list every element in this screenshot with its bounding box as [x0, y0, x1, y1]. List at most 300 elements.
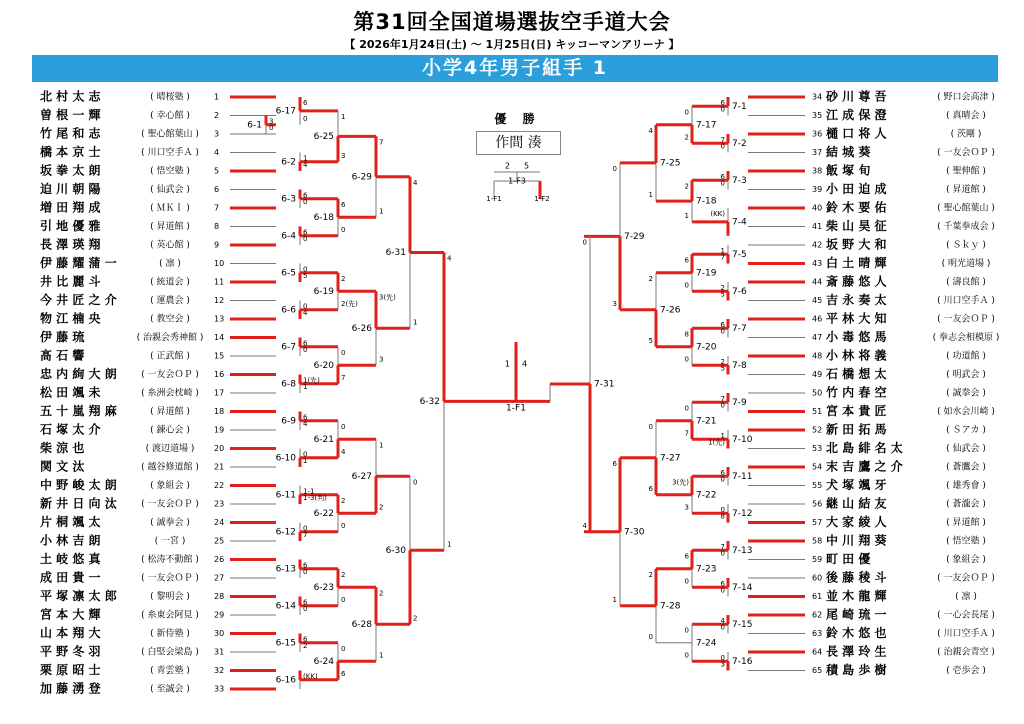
match-label: 6-14 — [275, 601, 296, 612]
match-label: 7-7 — [732, 323, 747, 334]
match-score-bottom: 5 — [720, 364, 725, 373]
match-score-bottom: 3 — [720, 660, 725, 669]
player-name: 結 城 葵 — [826, 145, 871, 159]
match-label: 6-1 — [247, 120, 262, 131]
match-score-bottom: 0 — [303, 346, 308, 354]
match-score-top: 0 — [413, 478, 418, 487]
player-name: 伊 藤 耀 蒲 一 — [40, 256, 117, 270]
player-name: 今 井 匠 之 介 — [40, 293, 117, 307]
match-label: 7-26 — [660, 305, 681, 316]
match-label: 7-23 — [696, 564, 717, 575]
player-seed: 55 — [812, 481, 823, 490]
player-seed: 46 — [812, 314, 823, 324]
match-score-top: 6 — [303, 561, 308, 570]
match-score-top: 0 — [612, 164, 617, 173]
player-seed: 48 — [812, 351, 823, 361]
match-score-bottom: 0 — [684, 651, 689, 660]
match-label: 6-28 — [351, 619, 372, 630]
match-score-bottom: 0 — [684, 577, 689, 586]
match-label: 6-18 — [313, 212, 334, 223]
match-score-bottom: 0 — [720, 586, 725, 595]
player-club: ( 蒼鷹会 ) — [946, 462, 986, 473]
match-score-bottom: 0 — [684, 355, 689, 364]
player-seed: 61 — [812, 592, 823, 601]
match-score-top: 2 — [684, 182, 689, 191]
match-score-top: 0 — [303, 302, 308, 311]
player-seed: 23 — [214, 499, 225, 509]
player-name: 山 本 翔 大 — [40, 626, 101, 640]
match-label: 6-27 — [351, 471, 372, 482]
player-club: ( 昇道館 ) — [946, 518, 986, 528]
player-name: 片 桐 颯 太 — [40, 515, 101, 529]
player-club: ( 壱歩会 ) — [946, 666, 986, 676]
match-label: 7-24 — [696, 638, 717, 649]
player-seed: 5 — [214, 166, 220, 176]
player-name: 成 田 貴 一 — [40, 570, 101, 585]
player-name: 小 毒 悠 馬 — [826, 330, 887, 344]
match-score-bottom: 5 — [303, 272, 308, 280]
division-banner: 小学4年男子組手 1 — [32, 55, 998, 82]
player-seed: 28 — [214, 592, 225, 601]
match-label: 6-15 — [275, 638, 296, 649]
match-score-bottom: 1 — [648, 191, 653, 200]
player-seed: 52 — [812, 425, 823, 435]
final-label: 1-F1 — [506, 403, 526, 414]
match-score-top: 8 — [684, 330, 689, 339]
match-score-bottom: 4 — [341, 447, 346, 456]
match-score-top: 4 — [413, 178, 418, 187]
match-score-top: 3(先) — [379, 293, 396, 302]
player-name: 迫 川 朝 陽 — [40, 182, 101, 196]
player-club: ( 統道会 ) — [150, 277, 190, 288]
player-club: ( 運農会 ) — [150, 296, 190, 306]
player-club: ( 仙武会 ) — [946, 444, 986, 454]
player-seed: 2 — [214, 111, 220, 120]
player-name: 長 澤 玲 生 — [826, 644, 887, 659]
match-score-top: (KK) — [710, 210, 725, 218]
player-club: ( 悟空塾 ) — [150, 166, 190, 177]
match-label: 6-21 — [313, 434, 334, 445]
player-name: 吉 永 奏 太 — [826, 293, 887, 307]
match-score-bottom: 1 — [303, 457, 308, 465]
player-name: 継 山 結 友 — [826, 496, 887, 511]
match-score-top: 0 — [341, 348, 346, 357]
player-seed: 17 — [214, 388, 225, 398]
match-label: 7-3 — [732, 175, 747, 186]
match-label: 7-11 — [732, 471, 753, 482]
player-seed: 35 — [812, 111, 823, 120]
match-score-top: 7 — [379, 138, 384, 147]
match-label: 6-16 — [275, 675, 296, 686]
player-club: ( 英心館 ) — [150, 240, 190, 251]
match-score-top: 6 — [720, 469, 725, 477]
player-club: ( 茨剛 ) — [950, 129, 982, 140]
player-name: 鈴 木 悠 也 — [826, 626, 887, 640]
match-score-bottom: 0 — [684, 281, 689, 290]
match-score-top: 0 — [648, 422, 653, 431]
player-seed: 21 — [214, 462, 225, 472]
match-score-top: 4 — [648, 126, 653, 135]
player-name: 宮 本 大 輝 — [40, 607, 101, 622]
match-label: 6-3 — [281, 194, 296, 205]
match-score-bottom: 1 — [684, 211, 689, 220]
match-score-bottom: 2(先) — [341, 299, 358, 308]
player-club: ( 誠拳会 ) — [946, 388, 986, 399]
match-score-bottom: 0 — [720, 475, 725, 484]
player-name: 平 野 冬 羽 — [40, 644, 101, 659]
match-label: 6-10 — [275, 453, 296, 464]
player-club: ( 黎明会 ) — [150, 592, 190, 602]
player-seed: 51 — [812, 407, 823, 416]
player-seed: 50 — [812, 388, 823, 398]
match-score-bottom: 5 — [720, 290, 725, 299]
player-seed: 63 — [812, 629, 823, 638]
player-seed: 39 — [812, 185, 823, 194]
match-score-top: 2 — [379, 589, 384, 598]
player-seed: 15 — [214, 351, 225, 361]
player-name: 柴 山 昊 征 — [826, 219, 887, 233]
match-score-bottom: 6 — [648, 484, 653, 493]
player-club: ( 松涛不動館 ) — [141, 555, 199, 565]
player-seed: 59 — [812, 555, 823, 564]
match-score-top: 6 — [303, 191, 308, 200]
match-label: 6-13 — [275, 564, 296, 575]
player-name: 平 林 大 知 — [826, 311, 887, 326]
match-score-top: 6 — [303, 635, 308, 644]
player-club: ( 象組会 ) — [150, 481, 190, 491]
match-score-top: 7 — [720, 395, 725, 403]
player-seed: 11 — [214, 277, 225, 287]
player-club: ( 一友会ＯＰ ) — [141, 370, 199, 380]
player-seed: 4 — [214, 148, 220, 157]
player-club: ( 悟空塾 ) — [946, 536, 986, 547]
match-label: 7-27 — [660, 453, 681, 464]
match-score-top: 1 — [379, 441, 384, 450]
match-score-top: 0 — [720, 506, 725, 514]
player-seed: 22 — [214, 481, 225, 490]
player-name: 関 文 汰 — [40, 459, 85, 474]
match-score-bottom: 1 — [447, 540, 452, 549]
player-seed: 33 — [214, 684, 225, 694]
player-seed: 7 — [214, 203, 220, 213]
match-score-top: 6 — [303, 413, 308, 422]
player-name: 砂 川 尊 吾 — [826, 89, 887, 104]
player-club: ( 一友会ＯＰ ) — [141, 499, 199, 510]
player-seed: 57 — [812, 518, 823, 527]
player-seed: 19 — [214, 425, 225, 435]
player-seed: 30 — [214, 629, 225, 638]
match-score-bottom: 0 — [720, 142, 725, 151]
player-club: ( 如水会川崎 ) — [937, 407, 995, 417]
player-club: ( 一宮 ) — [154, 536, 186, 547]
player-name: 五 十 嵐 翔 麻 — [40, 404, 117, 418]
player-club: ( 一友会ＯＰ ) — [141, 573, 199, 584]
player-seed: 14 — [214, 333, 225, 342]
match-label: 7-6 — [732, 286, 747, 297]
player-seed: 44 — [812, 277, 823, 287]
player-name: 小 田 迫 成 — [826, 182, 887, 196]
player-club: ( 一心会長尾 ) — [937, 610, 995, 621]
match-score-bottom: 0 — [720, 549, 725, 558]
match-label: 6-24 — [313, 656, 334, 667]
player-club: ( 一友会ＯＰ ) — [937, 314, 995, 325]
match-score-top: 6 — [341, 200, 346, 209]
player-club: ( 功道館 ) — [946, 351, 986, 362]
player-name: 斎 藤 悠 人 — [826, 274, 887, 289]
match-label: 7-5 — [732, 249, 747, 260]
player-name: 竹 内 春 空 — [826, 385, 887, 400]
match-score-top: 6 — [720, 321, 725, 329]
match-score-top: 1 — [303, 154, 308, 163]
inset-label: 1-F3 — [508, 176, 526, 186]
player-seed: 12 — [214, 296, 225, 305]
player-club: ( 一友会ＯＰ ) — [937, 148, 995, 158]
match-score-bottom: 0 — [303, 198, 308, 206]
player-seed: 16 — [214, 370, 225, 379]
player-seed: 32 — [214, 666, 225, 675]
match-score-bottom: 4 — [303, 420, 308, 428]
match-label: 7-30 — [624, 527, 645, 538]
match-label: 6-17 — [275, 106, 296, 117]
player-club: ( 明光道場 ) — [941, 259, 991, 269]
match-score-bottom: 4 — [303, 309, 308, 317]
player-name: 宮 本 貴 匠 — [826, 404, 887, 418]
match-score-bottom: 1 — [379, 207, 384, 216]
player-club: ( 仙武会 ) — [150, 185, 190, 195]
match-score-bottom: 7 — [341, 373, 346, 382]
player-club: ( 濤良館 ) — [946, 277, 986, 288]
player-club: ( 治親会秀神館 ) — [136, 333, 204, 343]
player-seed: 9 — [214, 240, 220, 250]
match-label: 7-25 — [660, 158, 681, 169]
player-seed: 18 — [214, 407, 225, 416]
player-seed: 6 — [214, 185, 220, 194]
inset-src-right: 1-F2 — [534, 195, 550, 203]
player-club: ( 明武会 ) — [946, 370, 986, 380]
match-score-top: 2 — [720, 284, 725, 292]
match-score-top: 6 — [684, 552, 689, 561]
player-club: ( 誠拳会 ) — [150, 518, 190, 528]
match-score-bottom: 0 — [269, 124, 274, 132]
player-name: 江 成 保 澄 — [826, 108, 887, 122]
match-label: 7-1 — [732, 101, 747, 112]
player-club: ( 蒼瀧会 ) — [946, 499, 986, 510]
match-score-top: 2 — [648, 570, 653, 579]
player-club: ( 越谷修道館 ) — [141, 462, 199, 473]
player-club: ( 一友会ＯＰ ) — [937, 573, 995, 584]
player-club: ( 川口空手Ａ ) — [141, 148, 199, 158]
player-club: ( 正武館 ) — [150, 351, 190, 362]
player-club: ( 真晴会 ) — [946, 111, 986, 121]
player-seed: 43 — [812, 259, 823, 268]
match-score-bottom: 6 — [341, 669, 346, 678]
player-club: ( 野口会高津 ) — [937, 92, 995, 103]
player-seed: 62 — [812, 610, 823, 620]
player-seed: 25 — [214, 536, 225, 546]
player-club: ( 青雲塾 ) — [150, 666, 190, 676]
match-score-bottom: 1 — [413, 318, 418, 327]
player-club: ( Ｓアカ ) — [946, 425, 986, 436]
inset-src-left: 1-F1 — [486, 195, 502, 203]
match-score-bottom: 0 — [720, 327, 725, 336]
final-score-right: 4 — [522, 359, 528, 369]
match-label: 7-18 — [696, 196, 717, 207]
match-score-bottom: 0 — [720, 105, 725, 114]
match-score-bottom: 2 — [379, 503, 384, 512]
match-score-bottom: 3 — [341, 151, 346, 160]
player-name: 柴 涼 也 — [40, 441, 85, 455]
player-seed: 45 — [812, 296, 823, 305]
match-score-bottom: 1 — [612, 595, 617, 604]
player-club: ( 千葉拳成会 ) — [937, 222, 995, 232]
player-name: 小 林 吉 朗 — [40, 533, 101, 548]
match-label: 7-28 — [660, 601, 681, 612]
match-label: 6-4 — [281, 231, 296, 242]
match-score-bottom: 0 — [341, 595, 346, 604]
match-label: 7-10 — [732, 434, 753, 445]
match-score-bottom: 7 — [720, 253, 725, 262]
player-name: 尾 崎 琉 一 — [826, 607, 887, 622]
player-club: ( 聖心館葉山 ) — [141, 129, 199, 140]
player-name: 並 木 龍 輝 — [826, 589, 887, 603]
player-name: 井 比 麗 斗 — [40, 274, 101, 289]
player-seed: 58 — [812, 536, 823, 546]
player-seed: 65 — [812, 666, 823, 675]
match-score-bottom: 0 — [303, 568, 308, 576]
match-label: 6-7 — [281, 342, 296, 353]
match-score-top: 2 — [648, 274, 653, 283]
match-score-top: 7 — [720, 543, 725, 551]
player-name: 忠 内 絢 大 朗 — [40, 367, 117, 381]
winner-label: 優 勝 — [494, 112, 541, 126]
match-label: 6-22 — [313, 508, 334, 519]
match-label: 6-25 — [313, 131, 334, 142]
match-score-bottom: 0 — [341, 521, 346, 530]
match-score-top: 1 — [720, 247, 725, 255]
player-name: 白 土 晴 輝 — [826, 256, 887, 270]
match-label: 6-9 — [281, 416, 296, 427]
player-name: 栗 原 昭 士 — [40, 663, 101, 677]
player-club: ( 教空会 ) — [150, 314, 190, 325]
match-score-top: 1 — [720, 432, 725, 440]
match-label: 7-21 — [696, 416, 717, 427]
player-name: 後 藤 稜 斗 — [826, 570, 887, 585]
player-name: 中 川 翔 葵 — [826, 533, 887, 548]
player-seed: 37 — [812, 148, 823, 157]
match-score-top: 1 — [341, 112, 346, 121]
match-score-top: 0 — [341, 644, 346, 653]
match-label: 7-20 — [696, 342, 717, 353]
player-seed: 1 — [214, 92, 220, 102]
player-seed: 40 — [812, 203, 823, 213]
player-seed: 36 — [812, 129, 823, 139]
player-club: ( Ｓｋｙ ) — [946, 240, 986, 251]
player-club: ( 昇道館 ) — [946, 185, 986, 195]
match-score-bottom: 3 — [379, 355, 384, 364]
player-seed: 64 — [812, 647, 823, 657]
player-name: 物 江 楠 央 — [40, 311, 101, 326]
match-score-top: 0 — [303, 265, 308, 274]
match-score-bottom: 0 — [720, 401, 725, 410]
match-score-bottom: 3 — [684, 503, 689, 512]
player-seed: 60 — [812, 573, 823, 583]
match-label: 6-5 — [281, 268, 296, 279]
match-score-top: 0 — [303, 450, 308, 459]
player-name: 中 野 峻 太 朗 — [40, 478, 117, 492]
match-score-top: 0 — [684, 626, 689, 635]
match-score-top: 4 — [720, 617, 725, 625]
match-score-top: 6 — [303, 99, 308, 107]
player-seed: 41 — [812, 222, 823, 231]
player-name: 犬 塚 颯 牙 — [826, 478, 887, 492]
player-name: 平 塚 凛 太 郎 — [40, 589, 117, 603]
match-score-top: 6 — [720, 173, 725, 181]
match-score-top: 1-1 — [303, 487, 315, 496]
match-label: 6-11 — [275, 490, 296, 501]
player-name: 大 家 綾 人 — [826, 515, 887, 529]
player-name: 加 藤 湧 登 — [40, 681, 101, 696]
match-label: 6-2 — [281, 157, 296, 168]
match-label: 6-29 — [351, 172, 372, 183]
player-club: ( 昇道館 ) — [150, 407, 190, 417]
match-score-top: 2 — [341, 570, 346, 579]
player-seed: 29 — [214, 610, 225, 620]
player-seed: 38 — [812, 166, 823, 176]
match-score-top: 6 — [684, 256, 689, 265]
player-seed: 27 — [214, 573, 225, 583]
match-label: 7-16 — [732, 656, 753, 667]
player-club: ( 至誠会 ) — [150, 684, 190, 695]
player-club: ( 聖心館葉山 ) — [937, 203, 995, 214]
player-seed: 13 — [214, 314, 225, 324]
match-score-top: 2 — [341, 274, 346, 283]
player-seed: 31 — [214, 647, 225, 657]
match-label: 6-6 — [281, 305, 296, 316]
player-name: 石 橋 想 太 — [826, 367, 887, 381]
match-score-bottom: 4 — [303, 161, 308, 169]
match-label: 7-29 — [624, 231, 645, 242]
match-score-top: 3 — [269, 117, 274, 126]
match-score-bottom: 7 — [684, 429, 689, 438]
match-label: 7-14 — [732, 582, 753, 593]
player-name: 小 林 将 義 — [826, 348, 887, 363]
match-label: 6-30 — [385, 545, 406, 556]
match-label: 7-13 — [732, 545, 753, 556]
match-score-top: 6 — [303, 339, 308, 348]
player-name: 増 田 翔 成 — [40, 200, 101, 215]
player-club: ( 白堅会梁島 ) — [141, 647, 199, 658]
match-label: 7-2 — [732, 138, 747, 149]
inset-score-left: 2 — [504, 161, 510, 171]
player-seed: 26 — [214, 555, 225, 564]
event-subtitle: 【 2026年1月24日(土) ～ 1月25日(日) キッコーマンアリーナ 】 — [344, 38, 680, 51]
player-club: ( 治親会青空 ) — [937, 647, 995, 658]
match-score-top: 0 — [303, 524, 308, 533]
player-name: 橋 本 京 士 — [40, 145, 101, 159]
match-label: 6-26 — [351, 323, 372, 334]
player-club: ( 雄秀會 ) — [946, 481, 986, 491]
match-label: 7-4 — [732, 217, 747, 228]
player-seed: 20 — [214, 444, 225, 453]
player-club: ( 錬心会 ) — [150, 425, 190, 436]
player-name: 飯 塚 旬 — [826, 163, 871, 178]
player-club: ( ＭＫＩ ) — [150, 203, 190, 214]
match-score-top: 2 — [341, 496, 346, 505]
match-score-bottom: 3 — [612, 299, 617, 308]
player-club: ( 凛 ) — [955, 592, 977, 602]
player-name: 新 井 日 向 汰 — [40, 496, 117, 511]
match-label: 6-20 — [313, 360, 334, 371]
